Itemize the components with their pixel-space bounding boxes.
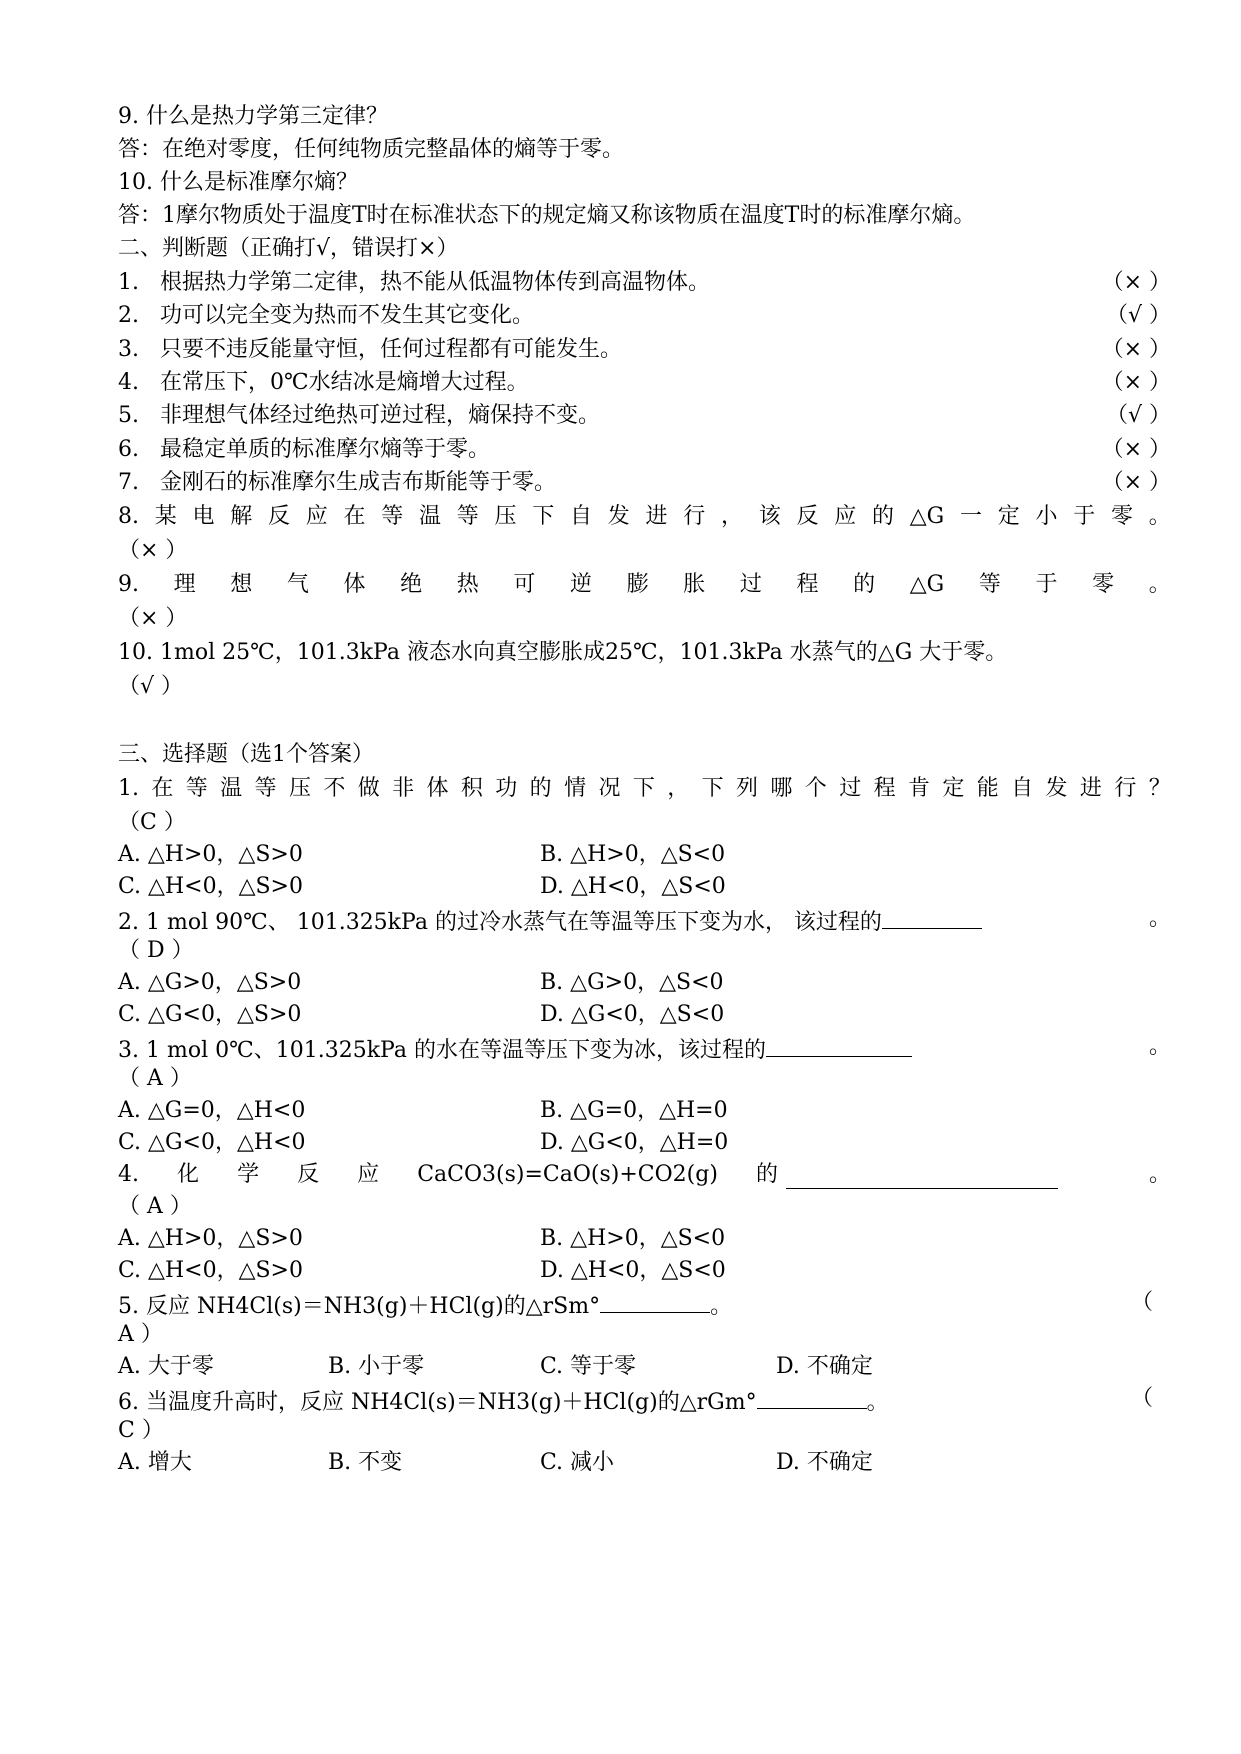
choice-q4-options-row	[118, 1254, 1171, 1288]
choice-q6-options-row	[118, 1446, 1171, 1480]
justified-token: 温	[220, 776, 243, 801]
option-b: B. 小于零	[328, 1354, 425, 1379]
justified-token: 非	[392, 776, 415, 801]
justified-token: 的	[755, 1162, 778, 1187]
justified-token: 发	[1045, 776, 1068, 801]
justified-token: 4.	[118, 1162, 139, 1187]
justified-token: 行	[683, 504, 706, 529]
judge-title-text: 二、判断题（正确打√，错误打×）	[118, 236, 459, 261]
justified-token: CaCO3(s)=CaO(s)+CO2(g)	[417, 1162, 718, 1187]
choice-q3-options-row	[118, 1126, 1171, 1160]
justified-token: 积	[460, 776, 483, 801]
justified-token: 定	[997, 504, 1020, 529]
justified-token: 下	[701, 776, 724, 801]
justified-token: ？	[1148, 776, 1171, 801]
justified-token: 应	[305, 504, 328, 529]
option-d: D. 不确定	[776, 1354, 873, 1379]
option-d: D. △G<0，△H=0	[540, 1130, 729, 1155]
judge-item	[118, 299, 1171, 333]
justified-token: 反	[297, 1162, 320, 1187]
justified-token: 9.	[118, 572, 139, 597]
justified-token: ，	[667, 776, 690, 801]
judge-item-mark: （× ）	[1101, 270, 1171, 295]
answer-blank	[757, 1382, 867, 1409]
answer-blank	[882, 902, 982, 929]
judge-item-text: 在常压下，0℃水结冰是熵增大过程。	[159, 370, 529, 395]
choice-q4	[118, 1158, 1171, 1192]
justified-token: 下	[532, 504, 555, 529]
judge-item-number: 1.	[118, 270, 139, 295]
question-9-text: 9. 什么是热力学第三定律？	[118, 104, 388, 129]
question-9	[118, 100, 1171, 134]
choice-q5-end: 。	[710, 1294, 733, 1319]
option-c: C. 等于零	[540, 1354, 637, 1379]
option-a: A. 增大	[118, 1450, 192, 1475]
option-b: B. △G=0，△H=0	[540, 1098, 728, 1123]
justified-token: 定	[942, 776, 965, 801]
justified-token: 个	[804, 776, 827, 801]
judge-item-9-mark: （× ）	[118, 606, 188, 631]
judge-item-number: 6.	[118, 437, 139, 462]
judge-item-9	[118, 568, 1171, 602]
choice-title-text: 三、选择题（选1个答案）	[118, 742, 374, 767]
choice-q3-text: 3. 1 mol 0℃、101.325kPa 的水在等温等压下变为冰，该过程的	[118, 1038, 766, 1063]
justified-token: 压	[494, 504, 517, 529]
answer-blank	[600, 1286, 710, 1313]
option-c: C. △G<0，△S>0	[118, 1002, 302, 1027]
choice-q1-answer: （C ）	[118, 810, 186, 835]
choice-q5-answer: A ）	[118, 1322, 163, 1347]
justified-token: 体	[343, 572, 366, 597]
judge-item-mark: （× ）	[1101, 337, 1171, 362]
choice-q4-text	[118, 1158, 778, 1192]
question-10-text: 10. 什么是标准摩尔熵？	[118, 170, 358, 195]
judge-item	[118, 466, 1171, 500]
justified-token: 绝	[400, 572, 423, 597]
option-a: A. △G=0，△H<0	[118, 1098, 306, 1123]
judge-item-mark: （√ ）	[1105, 303, 1171, 328]
choice-q6-answer-line	[118, 1414, 1171, 1448]
option-b: B. 不变	[328, 1450, 403, 1475]
justified-token: 。	[1148, 504, 1171, 529]
judge-item-text: 最稳定单质的标准摩尔熵等于零。	[159, 437, 490, 462]
judge-item-text: 金刚石的标准摩尔生成吉布斯能等于零。	[159, 470, 556, 495]
answer-10	[118, 199, 1171, 233]
option-a: A. △H>0，△S>0	[118, 1226, 303, 1251]
section-judge-title	[118, 232, 1171, 266]
judge-item-8-mark: （× ）	[118, 538, 188, 563]
judge-item-mark: （× ）	[1101, 437, 1171, 462]
choice-q3-answer-line	[118, 1062, 1171, 1096]
choice-q5-paren: （	[1130, 1290, 1153, 1315]
justified-token: 进	[1079, 776, 1102, 801]
choice-q2-options-row	[118, 998, 1171, 1032]
choice-q2	[118, 902, 1171, 936]
answer-blank	[786, 1162, 1058, 1189]
choice-q6-paren: （	[1130, 1386, 1153, 1411]
justified-token: 哪	[770, 776, 793, 801]
choice-q4-answer-line	[118, 1190, 1171, 1224]
option-d: D. △H<0，△S<0	[540, 1258, 726, 1283]
justified-token: 逆	[569, 572, 592, 597]
justified-token: 等	[456, 504, 479, 529]
choice-q2-answer: （ D ）	[118, 938, 194, 963]
judge-item-number: 3.	[118, 337, 139, 362]
justified-token: 零	[1110, 504, 1133, 529]
justified-token: 过	[739, 572, 762, 597]
justified-token: 应	[357, 1162, 380, 1187]
justified-token: 的	[853, 572, 876, 597]
justified-token: 该	[758, 504, 781, 529]
justified-token: 发	[607, 504, 630, 529]
judge-item-text: 只要不违反能量守恒，任何过程都有可能发生。	[159, 337, 622, 362]
choice-q4-end: 。	[1148, 1162, 1171, 1187]
choice-q2-answer-line	[118, 934, 1171, 968]
justified-token: 等	[978, 572, 1001, 597]
judge-item-number: 4.	[118, 370, 139, 395]
judge-item-text: 非理想气体经过绝热可逆过程，熵保持不变。	[159, 403, 600, 428]
judge-item-text: 根据热力学第二定律，热不能从低温物体传到高温物体。	[159, 270, 710, 295]
option-d: D. △G<0，△S<0	[540, 1002, 725, 1027]
justified-token: ，	[720, 504, 743, 529]
judge-item	[118, 366, 1171, 400]
choice-q4-answer: （ A ）	[118, 1194, 192, 1219]
option-c: C. △H<0，△S>0	[118, 874, 303, 899]
justified-token: 等	[254, 776, 277, 801]
choice-q6-end: 。	[866, 1390, 889, 1415]
justified-token: 膨	[626, 572, 649, 597]
choice-q4-options-row	[118, 1222, 1171, 1256]
justified-token: 小	[1035, 504, 1058, 529]
judge-item-10	[118, 636, 1171, 670]
judge-item-text: 功可以完全变为热而不发生其它变化。	[159, 303, 534, 328]
justified-token: 等	[185, 776, 208, 801]
justified-token: 自	[1011, 776, 1034, 801]
justified-token: 学	[237, 1162, 260, 1187]
choice-q3-answer: （ A ）	[118, 1066, 192, 1091]
justified-token: △G	[909, 504, 945, 529]
justified-token: △G	[909, 572, 945, 597]
option-a: A. △H>0，△S>0	[118, 842, 303, 867]
option-b: B. △H>0，△S<0	[540, 842, 726, 867]
judge-item-mark: （× ）	[1101, 470, 1171, 495]
justified-token: 。	[1148, 572, 1171, 597]
judge-item	[118, 266, 1171, 300]
choice-q5-options-row	[118, 1350, 1171, 1384]
question-10	[118, 166, 1171, 200]
option-c: C. △H<0，△S>0	[118, 1258, 303, 1283]
justified-token: 能	[976, 776, 999, 801]
justified-token: 体	[426, 776, 449, 801]
answer-10-text: 答：1摩尔物质处于温度T时在标准状态下的规定熵又称该物质在温度T时的标准摩尔熵。	[118, 203, 976, 228]
option-b: B. △H>0，△S<0	[540, 1226, 726, 1251]
choice-q5-text: 5. 反应 NH4Cl(s)＝NH3(g)＋HCl(g)的△rSm°	[118, 1294, 601, 1319]
justified-token: 列	[736, 776, 759, 801]
judge-item	[118, 333, 1171, 367]
option-d: D. 不确定	[776, 1450, 873, 1475]
choice-q5	[118, 1286, 1171, 1320]
justified-token: 功	[495, 776, 518, 801]
justified-token: 的	[529, 776, 552, 801]
judge-item	[118, 433, 1171, 467]
judge-item-8	[118, 500, 1171, 534]
choice-q6-text: 6. 当温度升高时，反应 NH4Cl(s)＝NH3(g)＋HCl(g)的△rGm°	[118, 1390, 757, 1415]
justified-token: 情	[564, 776, 587, 801]
judge-item-number: 5.	[118, 403, 139, 428]
justified-token: 况	[598, 776, 621, 801]
section-choice-title	[118, 738, 1171, 772]
option-c: C. △G<0，△H<0	[118, 1130, 306, 1155]
choice-q3	[118, 1030, 1171, 1064]
justified-token: 温	[418, 504, 441, 529]
judge-item-10-mark: （√ ）	[118, 674, 184, 699]
justified-token: 想	[230, 572, 253, 597]
justified-token: 反	[796, 504, 819, 529]
judge-item	[118, 399, 1171, 433]
choice-q1-options-row	[118, 870, 1171, 904]
choice-q1-answer-line	[118, 806, 1171, 840]
option-c: C. 减小	[540, 1450, 615, 1475]
justified-token: 气	[286, 572, 309, 597]
justified-token: 一	[959, 504, 982, 529]
judge-item-8-mark-line	[118, 534, 1171, 568]
option-a: A. 大于零	[118, 1354, 214, 1379]
judge-item-number: 7.	[118, 470, 139, 495]
choice-q3-end: 。	[1148, 1034, 1171, 1059]
justified-token: 压	[288, 776, 311, 801]
judge-item-mark: （× ）	[1101, 370, 1171, 395]
justified-token: 做	[357, 776, 380, 801]
justified-token: 化	[177, 1162, 200, 1187]
justified-token: 胀	[683, 572, 706, 597]
option-b: B. △G>0，△S<0	[540, 970, 724, 995]
justified-token: 电	[192, 504, 215, 529]
choice-q3-options-row	[118, 1094, 1171, 1128]
justified-token: 理	[173, 572, 196, 597]
justified-token: 8.	[118, 504, 139, 529]
justified-token: 自	[569, 504, 592, 529]
answer-9	[118, 133, 1171, 167]
justified-token: 可	[513, 572, 536, 597]
justified-token: 在	[343, 504, 366, 529]
justified-token: 解	[230, 504, 253, 529]
justified-token: 程	[796, 572, 819, 597]
justified-token: 在	[151, 776, 174, 801]
justified-token: 于	[1035, 572, 1058, 597]
justified-token: 不	[323, 776, 346, 801]
justified-token: 肯	[907, 776, 930, 801]
justified-token: 应	[834, 504, 857, 529]
option-a: A. △G>0，△S>0	[118, 970, 302, 995]
judge-item-mark: （√ ）	[1105, 403, 1171, 428]
choice-q6-answer: C ）	[118, 1418, 164, 1443]
option-d: D. △H<0，△S<0	[540, 874, 726, 899]
justified-token: 某	[154, 504, 177, 529]
judge-item-number: 2.	[118, 303, 139, 328]
justified-token: 反	[267, 504, 290, 529]
choice-q5-answer-line	[118, 1318, 1171, 1352]
answer-blank	[766, 1030, 912, 1057]
answer-9-text: 答：在绝对零度，任何纯物质完整晶体的熵等于零。	[118, 137, 625, 162]
choice-q6	[118, 1382, 1171, 1416]
justified-token: 的	[871, 504, 894, 529]
justified-token: 等	[381, 504, 404, 529]
choice-q2-end: 。	[1148, 906, 1171, 931]
justified-token: 过	[839, 776, 862, 801]
justified-token: 零	[1092, 572, 1115, 597]
justified-token: 程	[873, 776, 896, 801]
judge-item-10-mark-line	[118, 670, 1171, 704]
choice-q1	[118, 772, 1171, 806]
choice-q2-text: 2. 1 mol 90℃、 101.325kPa 的过冷水蒸气在等温等压下变为水， 该过程的	[118, 910, 882, 935]
justified-token: 下	[632, 776, 655, 801]
justified-token: 进	[645, 504, 668, 529]
justified-token: 热	[456, 572, 479, 597]
judge-item-10-text: 10. 1mol 25℃，101.3kPa 液态水向真空膨胀成25℃，101.3kPa 水蒸气的△G 大于零。	[118, 640, 1008, 665]
justified-token: 于	[1073, 504, 1096, 529]
justified-token: 1.	[118, 776, 139, 801]
judge-item-9-mark-line	[118, 602, 1171, 636]
justified-token: 行	[1114, 776, 1137, 801]
choice-q1-options-row	[118, 838, 1171, 872]
choice-q2-options-row	[118, 966, 1171, 1000]
